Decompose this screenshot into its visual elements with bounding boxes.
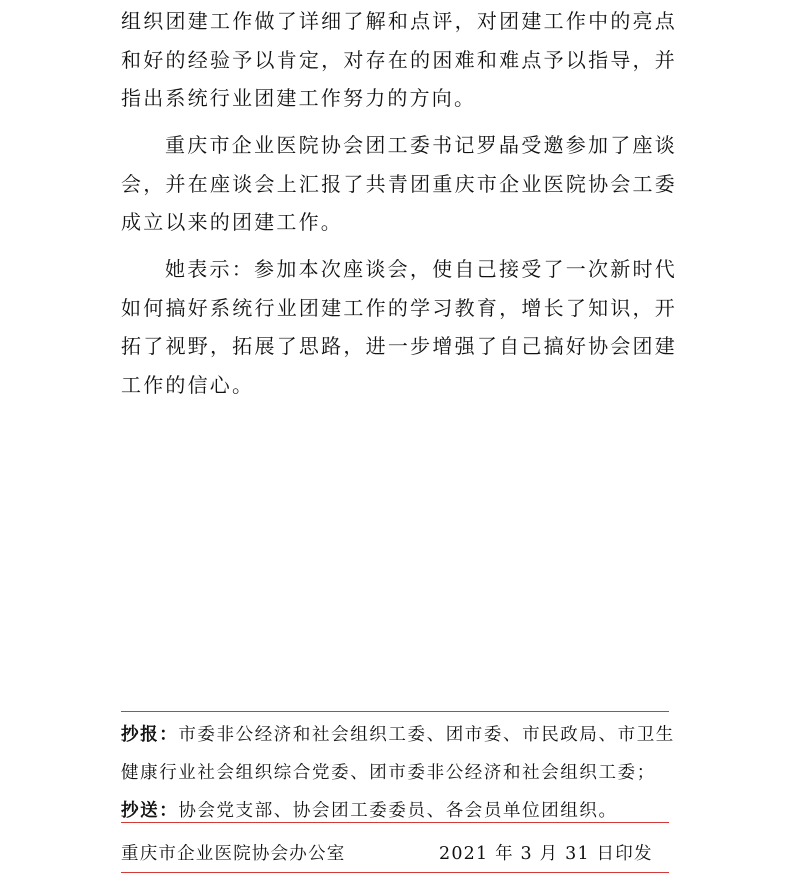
send-to-recipients: 协会党支部、协会团工委委员、各会员单位团组织。 bbox=[178, 801, 618, 821]
report-to-label: 抄报： bbox=[121, 725, 179, 745]
top-divider-line bbox=[121, 711, 669, 712]
send-to-label: 抄送： bbox=[121, 801, 179, 821]
issuing-office: 重庆市企业医院协会办公室 bbox=[121, 844, 346, 864]
paragraph-statement: 她表示：参加本次座谈会，使自己接受了一次新时代如何搞好系统行业团建工作的学习教育，增长了知识，开拓了视野，拓展了思路，进一步增强了自己搞好协会团建工作的信心。 bbox=[121, 257, 677, 397]
report-to-line bbox=[121, 716, 677, 792]
paragraph-luojing-attendance: 重庆市企业医院协会团工委书记罗晶受邀参加了座谈会，并在座谈会上汇报了共青团重庆市企业医院协会工委成立以来的团建工作。 bbox=[121, 133, 677, 234]
paragraph-continuation: 组织团建工作做了详细了解和点评，对团建工作中的亮点和好的经验予以肯定，对存在的困难和难点予以指导，并指出系统行业团建工作努力的方向。 bbox=[121, 9, 677, 110]
report-to-recipients: 市委非公经济和社会组织工委、团市委、市民政局、市卫生健康行业社会组织综合党委、团市委非公经济和社会组织工委； bbox=[121, 725, 675, 783]
bottom-divider-line bbox=[121, 872, 669, 873]
middle-divider-line bbox=[121, 822, 669, 823]
issue-date: 2021 年 3 月 31 日印发 bbox=[439, 844, 653, 864]
